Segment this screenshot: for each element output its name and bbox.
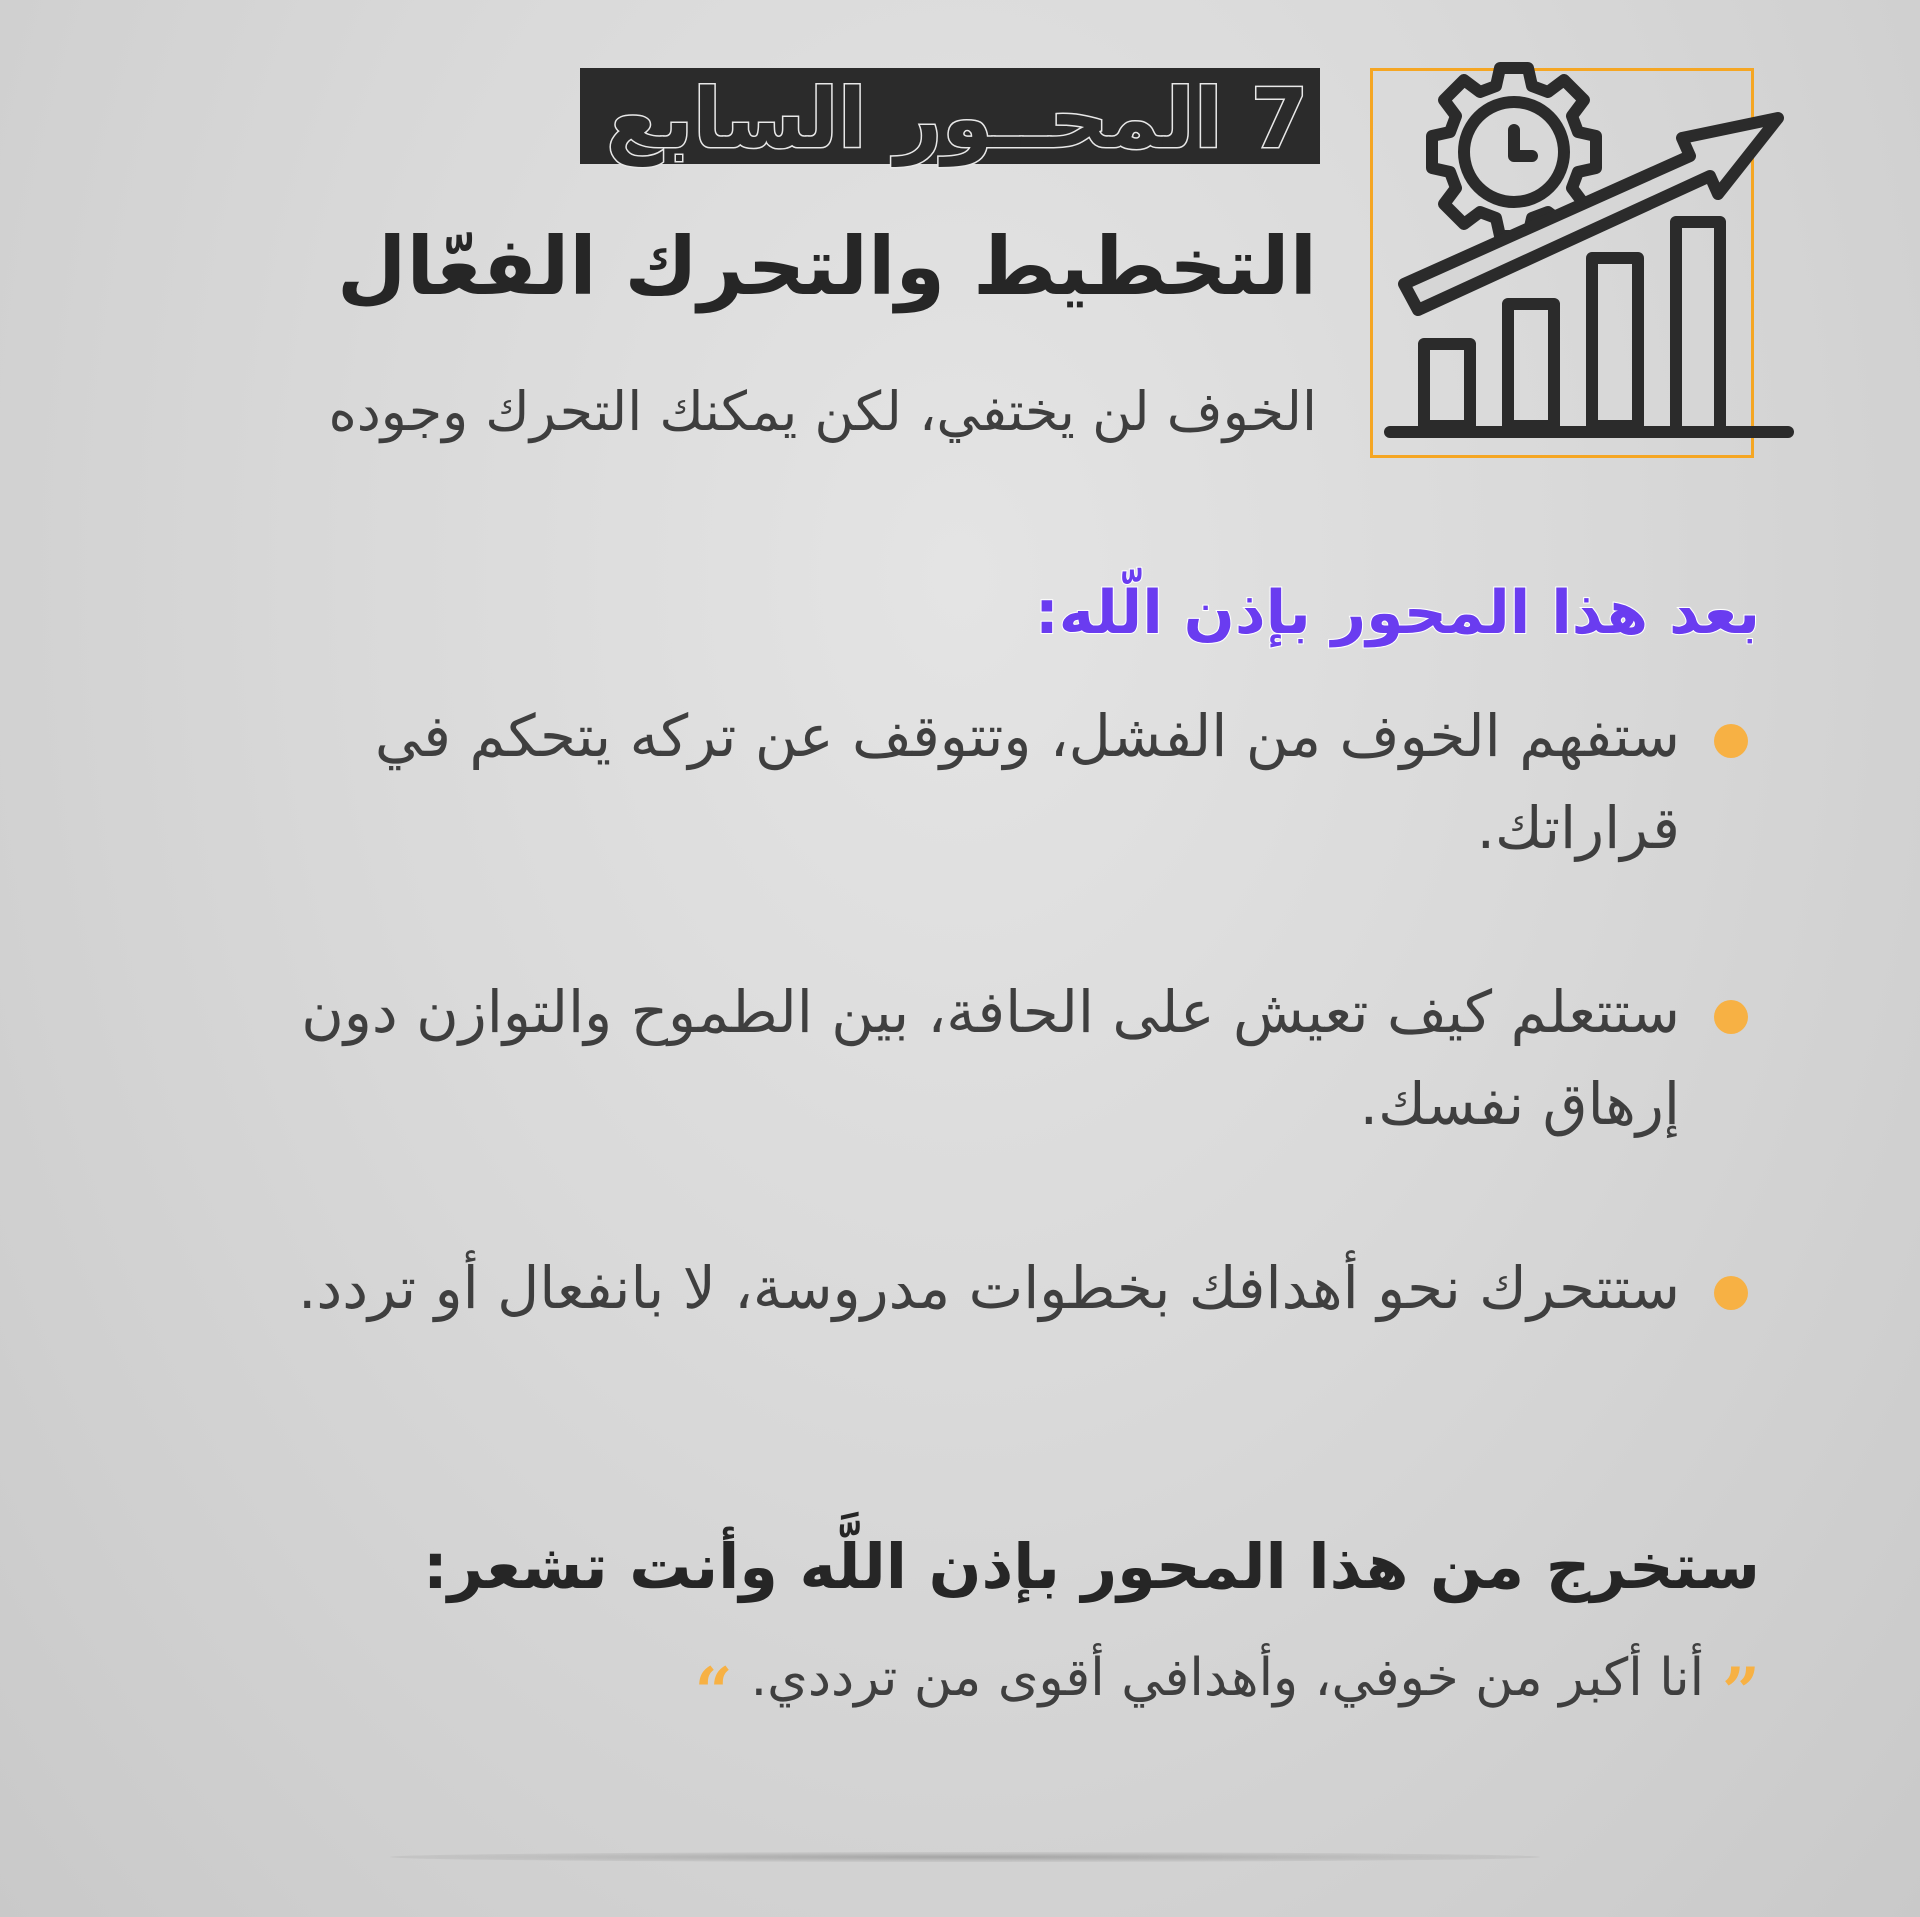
- outcome-heading: ستخرج من هذا المحور بإذن اللَّه وأنت تشعر:: [422, 1530, 1760, 1603]
- planning-growth-chart-icon: [1378, 52, 1798, 452]
- bullet-dot-icon: [1714, 1000, 1748, 1034]
- outcomes-list: [200, 690, 1760, 1426]
- axis-label: 7 المحــور السابع: [606, 72, 1308, 167]
- axis-label-box: [580, 68, 1320, 167]
- quote-open-icon: ”: [1722, 1653, 1760, 1731]
- bottom-shadow-divider: [390, 1852, 1540, 1862]
- bullet-dot-icon: [1714, 724, 1748, 758]
- list-item: [280, 690, 1760, 874]
- page-subtitle: الخوف لن يختفي، لكن يمكنك التحرك وجوده: [328, 380, 1317, 443]
- list-item-text: ستتحرك نحو أهدافك بخطوات مدروسة، لا بانفعال أو تردد.: [297, 1254, 1680, 1322]
- quote-text: أنا أكبر من خوفي، وأهدافي أقوى من ترددي.: [750, 1648, 1705, 1708]
- list-item-text: ستتعلم كيف تعيش على الحافة، بين الطموح والتوازن دون إرهاق نفسك.: [301, 978, 1680, 1138]
- list-item: [280, 966, 1760, 1150]
- list-item: [280, 1242, 1760, 1334]
- list-item-text: ستفهم الخوف من الفشل، وتتوقف عن تركه يتحكم في قراراتك.: [374, 702, 1680, 862]
- outcome-quote: [694, 1645, 1760, 1731]
- page-title: التخطيط والتحرك الفعّال: [337, 220, 1317, 313]
- bullet-dot-icon: [1714, 1276, 1748, 1310]
- after-section-heading: بعد هذا المحور بإذن الّله:: [1034, 578, 1760, 648]
- quote-close-icon: “: [694, 1653, 733, 1731]
